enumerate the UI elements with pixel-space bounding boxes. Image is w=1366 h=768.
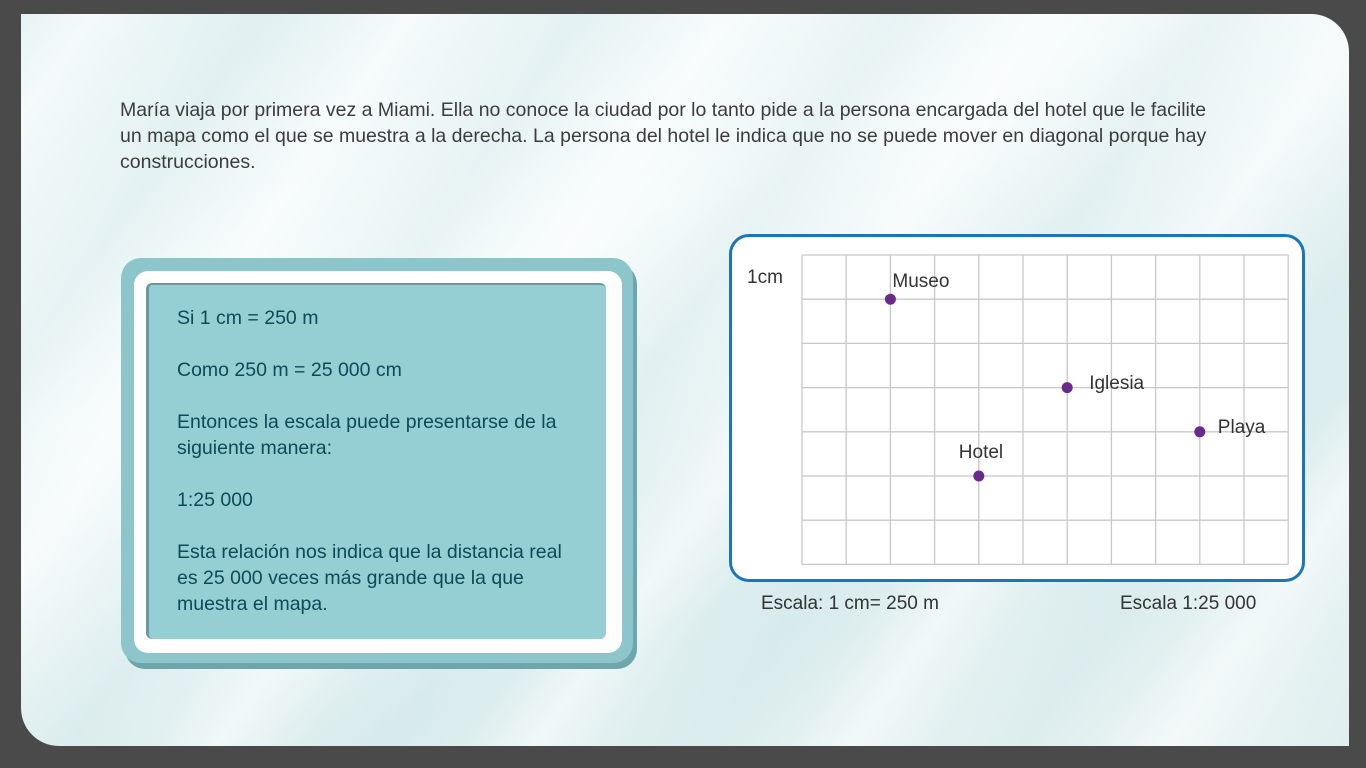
scale-text-right: Escala 1:25 000 [1120, 593, 1257, 614]
info-card [121, 258, 633, 663]
place-label-iglesia: Iglesia [1089, 372, 1145, 394]
info-card-content [146, 283, 606, 639]
card-paragraph: Entonces la escala puede presentarse de la siguiente manera: [177, 411, 557, 459]
place-marker-hotel [973, 471, 984, 482]
place-label-playa: Playa [1217, 416, 1266, 438]
grid-unit-label: 1cm [747, 267, 783, 288]
place-marker-iglesia [1062, 382, 1073, 393]
place-label-museo: Museo [892, 271, 950, 293]
card-paragraph: 1:25 000 [177, 489, 253, 511]
card-paragraph: Como 250 m = 25 000 cm [177, 359, 402, 381]
place-marker-museo [885, 294, 896, 305]
info-card-frame [134, 271, 622, 653]
slide-canvas [21, 14, 1349, 746]
intro-text: María viaja por primera vez a Miami. Ella no conoce la ciudad por lo tanto pide a la persona encargada del hotel que le facilite un mapa como el que se muestra a la derecha. La persona del hotel le indica que no se puede mover en diagonal porque hay construcciones. [120, 99, 1207, 173]
place-label-hotel: Hotel [958, 442, 1004, 463]
map-panel [729, 234, 1305, 582]
scale-text-left: Escala: 1 cm= 250 m [761, 593, 939, 614]
place-marker-playa [1194, 426, 1205, 437]
card-paragraph: Esta relación nos indica que la distancia real es 25 000 veces más grande que la que muestra el mapa. [177, 541, 562, 615]
map-grid [732, 237, 1302, 579]
card-paragraph: Si 1 cm = 250 m [177, 307, 319, 329]
